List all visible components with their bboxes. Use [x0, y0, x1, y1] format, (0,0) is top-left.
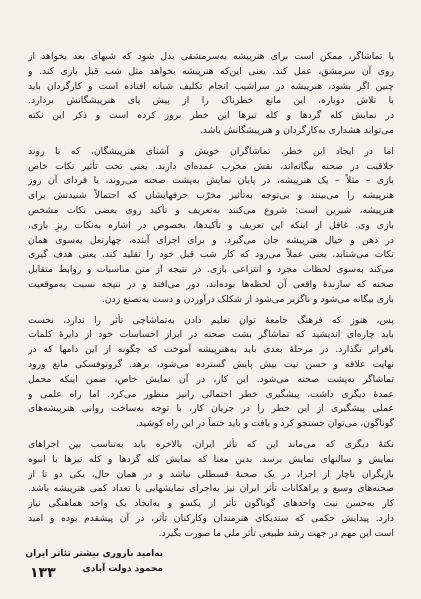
- text-line: است این مهم در جهت رشد طبیعی تأثر ملی ما صورت بگیرد.: [158, 527, 394, 539]
- text-line: بازی – مثلاً – یک هنرپیشه، در پایان نمایش به‌پشت صحنه می‌روند، یا فردای آن روز: [28, 175, 394, 187]
- page-number: ۱۳۳: [30, 565, 56, 581]
- text-line: بافراتر نگذارد. در مرحلهٔ بعدی باید به‌هنرپیشه آموخت که چگونه از این دامها که در: [28, 344, 394, 356]
- text-line: می‌کند به‌سوی لحظات مجرد و انتزاعی بازی. در نتیجه از متن مناسبات و روابط متقابل: [28, 264, 394, 276]
- text-line: نمایش و سالنهای نمایش برسد. بدین معنا که نمایش کله گردها و کله تیزها با انبوه: [28, 453, 394, 465]
- text-line: نکتهٔ دیگری که می‌ماند این که تأثر ایران، بالاخره باید به‌تناسب بین اجراهای: [28, 438, 394, 450]
- body-text: [28, 50, 394, 548]
- paragraph: [28, 50, 394, 139]
- text-line: بازی بیگانه می‌شود و ناگزیر می‌شود از شکلک درآوردن و دست به‌تصنع زدن.: [101, 293, 394, 305]
- text-line: هنرپیشه، شیرین است: شروع می‌کنند به‌تعریف و تأکید روی بعضی نکات مشخص: [28, 204, 394, 216]
- text-line: نهایت علاقه و حسن نیت بیش پایش گسترده می‌شود، برهد. گروتوفسکی مانع ورود: [28, 358, 394, 370]
- text-line: نکات می‌شتابد. یعنی عملاً می‌رود که کار شب قبل خود را تقلید کند. یعنی هدف گیری: [28, 249, 394, 261]
- text-line: عملی پیشگیری از این خطر را در جریان کار، با توجه به‌ساخت روانی هنرپیشه‌های: [28, 403, 394, 415]
- text-line: صحنه که سازندهٔ واقعی آن لحظه‌ها بوده‌اند، دور می‌افتد و در نتیجه نسبت به‌موقعیت: [28, 278, 394, 290]
- signature-dedication: به‌امید باروری بیشتر تئاتر ایران: [25, 549, 163, 559]
- text-line: تماشاگر به‌پشت صحنه می‌شود. این کار، در آن نمایش خاص، ضمن اینکه محمل: [28, 373, 394, 385]
- text-line: در ذهن و خیال هنرپیشه جان می‌گیرد. و برای اجرای آینده، چهارنعل به‌سوی همان: [28, 234, 394, 246]
- text-line: گوناگون، می‌توان جستجو کرد و یافت و باید حتماً در این راه کوشید.: [135, 418, 394, 430]
- text-line: می‌تواند هشداری به‌کارگردان و هنرپیشگانش باشد.: [199, 124, 394, 136]
- text-line: هنرپیشه را می‌بینند و بی‌توجه به‌تأثیر مخرّب حرفهایشان که احتمالاً شنیدنش برای: [28, 190, 394, 202]
- text-line: باید چاره‌ای اندیشید که تماشاگر بشت صحنه در ابراز احساسات خود از دایرهٔ کلمات: [28, 329, 394, 341]
- text-line: روی آن سرمشق، عمل کند. یعنی این‌که هنرپیشه بخواهد مثل شب قبل بازی کند. و: [28, 65, 394, 77]
- paragraph: [28, 145, 394, 308]
- text-line: یا تماشاگر، ممکن است برای هنرپیشه به‌سرمشقی بدل شود که شبهای بعد بخواهد از: [28, 51, 394, 62]
- text-line: اما در ایجاد این خطر، تماشاگران خویش و آشنای هنرپیشگان، که با روند: [28, 145, 394, 157]
- text-line: کار به‌حسن نیت واحدهای گوناگون تأثر از یکسو و به‌ایجاد یک واحد هماهنگی نیاز: [28, 498, 394, 510]
- paragraph: [28, 314, 394, 432]
- text-line: چنین اگر بشود، هنرپیشه در سراشیب انجام تکلیف شبانه افتاده است و کارگردان باید: [28, 80, 394, 92]
- text-line: پس، هنوز که فرهنگ جامعهٔ توان تعلیم دادن به‌تماشاچی تأثر را ندارد، نخست: [28, 314, 394, 326]
- text-line: بازیگران ناچار از اجرا، در یک صحنهٔ قسطلی نباشد و در همان حال، یکی دو تا از: [28, 468, 394, 480]
- text-line: بازی وی. غافل از اینکه این تعریف و تأکیدها، بخصوص در اشاره به‌نکات ریزِ بازی،: [28, 219, 394, 231]
- text-line: دارد. پیدایش حکمی که سندیکای هنرمندان وکارکنان تأثر، در آن پیشقدم بوده و امید: [28, 512, 394, 524]
- text-line: با تلاش دوباره، این مانع خطرناک را از پیش پای هنرپیشگانش بردارد.: [28, 95, 394, 107]
- text-line: خلاقیت در صحنه بیگانه‌اند، نقش مخرب عمده‌ای دارند. یعنی تحت تأثیر نکات خاص: [28, 160, 394, 172]
- paragraph: [28, 438, 394, 542]
- text-line: در نمایش کله گردها و کله تیزها این خطر بروز کرده است و ذکر این نکته: [28, 110, 394, 122]
- text-line: عمدهٔ دیگری داشت، پیشگیری خطر احتمالی رانیز منظور می‌کرد. اما راه علمی و: [28, 388, 394, 400]
- text-line: صحنه‌های وسیع و پراهکانات تأثر ایران نیز به‌اجرای نمایشهایی با تعداد کمی هنرپیشه باشد.: [28, 483, 394, 495]
- author-name: محمود دولت آبادی: [82, 564, 163, 574]
